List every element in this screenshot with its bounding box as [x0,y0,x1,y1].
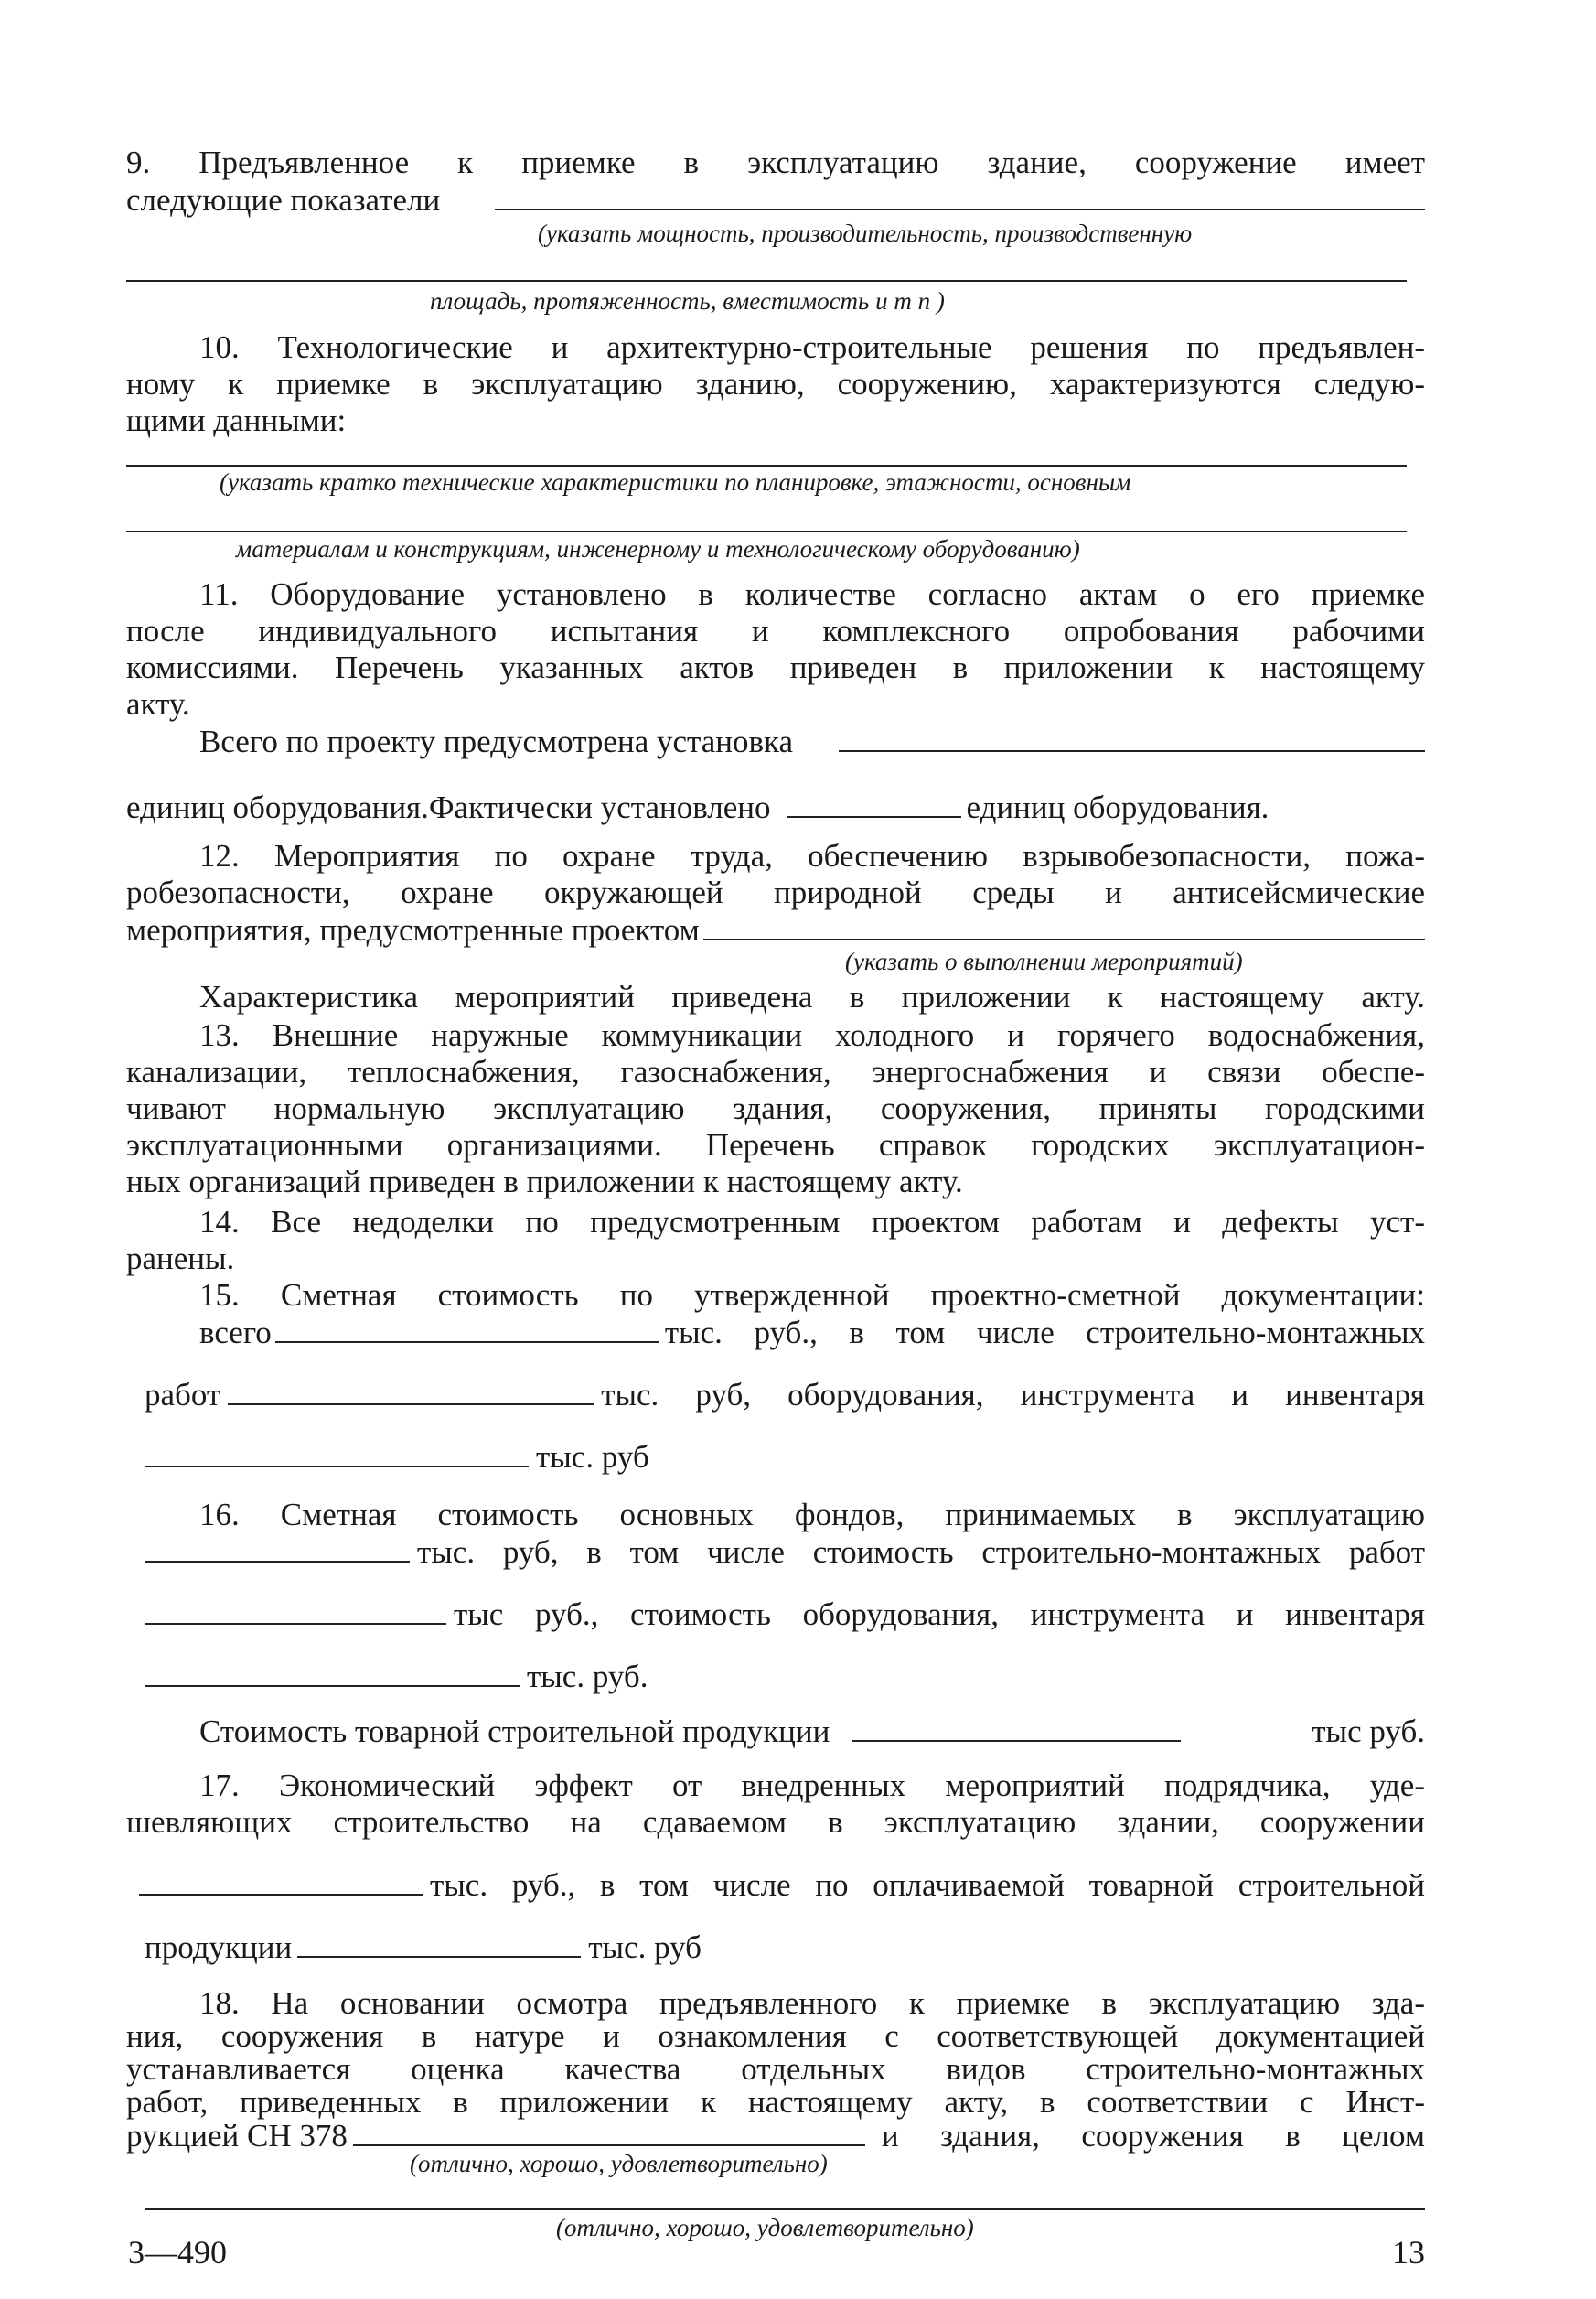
item-10-line-2: ному к приемке в эксплуатацию зданию, сооружению, характеризуются следую- [126,366,1425,402]
item-9-blank[interactable] [495,181,1425,210]
rule-9[interactable] [126,280,1407,282]
item-17-line-3 [139,1866,1425,1904]
item-16-equip-unit: тыс. руб. [527,1659,648,1694]
item-18-line-3: устанавливается оценка качества отдельных видов строительно-монтажных [126,2051,1425,2087]
item-11-line-1: 11. Оборудование установлено в количестве согласно актам о его приемке [199,576,1425,612]
item-11-line-3: комиссиями. Перечень указанных актов приведен в приложении к настоящему [126,650,1425,685]
rule-18[interactable] [145,2208,1425,2210]
item-16-product-blank[interactable] [852,1713,1181,1742]
item-12-blank[interactable] [703,911,1425,940]
item-12-line-1: 12. Мероприятия по охране труда, обеспечению взрывобезопасности, пожа- [199,838,1425,874]
document-code: 3—490 [128,2234,227,2271]
item-11-actual-blank[interactable] [787,789,961,818]
item-18-instruction-label: рукцией СН 378 [126,2118,348,2154]
item-17-line-1: 17. Экономический эффект от внедренных мероприятий подрядчика, уде- [199,1767,1425,1803]
item-15-total-blank[interactable] [275,1314,659,1343]
item-10-line-1: 10. Технологические и архитектурно-строительные решения по предъявлен- [199,329,1425,365]
caption-9b: площадь, протяженность, вместимость и т п ) [430,287,945,315]
item-14-line-1: 14. Все недоделки по предусмотренным проектом работам и дефекты уст- [199,1204,1425,1240]
item-16-line-3 [145,1595,1425,1633]
rule-10b[interactable] [126,531,1407,532]
item-15-equip-blank[interactable] [145,1438,529,1467]
item-15-line-3 [145,1376,1425,1413]
caption-10b: материалам и конструкциям, инженерному и технологическому оборудованию) [236,535,1080,563]
item-15-line-1: 15. Сметная стоимость по утвержденной проектно-сметной документации: [199,1277,1425,1313]
item-10-line-3: щими данными: [126,403,347,438]
item-13-line-1: 13. Внешние наружные коммуникации холодного и горячего водоснабжения, [199,1017,1425,1053]
item-12-label: мероприятия, предусмотренные проектом [126,912,700,948]
item-15-works-label: работ [145,1377,221,1413]
item-17-product-unit: тыс. руб [588,1929,702,1965]
caption-18b: (отлично, хорошо, удовлетворительно) [556,2214,974,2241]
item-14-line-2: ранены. [126,1241,235,1276]
item-17-product-blank[interactable] [297,1928,581,1958]
item-16-line-4 [145,1658,1443,1695]
item-16-works-unit: тыс руб., стоимость оборудования, инструмента и инвентаря [454,1596,1425,1632]
item-11-line-5 [199,723,1425,760]
item-12-line-2: робезопасности, охране окружающей природной среды и антисейсмические [126,875,1425,910]
item-15-line-2 [199,1314,1425,1351]
item-17-total-unit: тыс. руб., в том числе по оплачиваемой товарной строительной [430,1867,1425,1903]
item-15-total-label: всего [199,1315,272,1350]
item-16-works-blank[interactable] [145,1595,446,1625]
item-18-line-4: работ, приведенных в приложении к настоящему акту, в соответствии с Инст- [126,2084,1425,2120]
item-11-total-label: Всего по проекту предусмотрена установка [199,724,794,759]
item-15-equip-unit: тыс. руб [536,1439,649,1475]
item-16-total-blank[interactable] [145,1533,410,1563]
item-15-total-unit: тыс. руб., в том числе строительно-монтажных [664,1315,1425,1350]
item-13-line-5: ных организаций приведен в приложении к настоящему акту. [126,1164,963,1199]
item-18-line-2: ния, сооружения в натуре и ознакомления с соответствующей документацией [126,2018,1425,2054]
item-9-label: следующие показатели [126,182,441,218]
item-9-line-1: 9. Предъявленное к приемке в эксплуатацию здание, сооружение имеет [126,145,1425,180]
item-13-line-2: канализации, теплоснабжения, газоснабжения, энергоснабжения и связи обеспе- [126,1054,1425,1090]
item-16-line-1: 16. Сметная стоимость основных фондов, принимаемых в эксплуатацию [199,1497,1425,1532]
item-12-line-3 [126,911,1425,949]
item-11-line-6 [126,789,1425,826]
item-17-total-blank[interactable] [139,1866,423,1896]
item-13-line-4: эксплуатационными организациями. Перечень справок городских эксплуатацион- [126,1127,1425,1163]
item-16-product-label: Стоимость товарной строительной продукции [199,1714,830,1749]
item-18-line-1: 18. На основании осмотра предъявленного к приемке в эксплуатацию зда- [199,1985,1425,2021]
item-11-line-4: акту. [126,686,190,722]
item-11-actual-unit: единиц оборудования. [966,790,1269,825]
item-11-total-blank[interactable] [839,723,1425,752]
caption-12: (указать о выполнении мероприятий) [845,948,1243,975]
item-15-line-4 [145,1438,1443,1476]
item-16-total-unit: тыс. руб, в том числе стоимость строительно-монтажных работ [417,1534,1425,1570]
item-15-works-unit: тыс. руб, оборудования, инструмента и инвентаря [601,1377,1425,1413]
item-11-actual-label: единиц оборудования.Фактически установлено [126,790,771,825]
caption-9a: (указать мощность, производительность, производственную [538,220,1193,247]
item-9-line-2 [126,181,1425,219]
item-17-line-2: шевляющих строительство на сдаваемом в эксплуатацию здании, сооружении [126,1804,1425,1840]
item-16-line-5 [199,1713,1425,1750]
item-17-product-label: продукции [145,1929,293,1965]
caption-18a: (отлично, хорошо, удовлетворительно) [410,2150,828,2177]
item-16-line-2 [145,1533,1425,1571]
item-16-product-unit: тыс руб. [1312,1714,1425,1749]
item-17-line-4 [145,1928,1443,1966]
item-11-line-2: после индивидуального испытания и комплексного опробования рабочими [126,613,1425,649]
item-18-line-5 [126,2117,1425,2154]
rule-10a[interactable] [126,465,1407,467]
item-15-works-blank[interactable] [228,1376,594,1405]
item-16-equip-blank[interactable] [145,1658,520,1687]
item-18-grade-blank[interactable] [353,2117,865,2146]
item-13-line-3: чивают нормальную эксплуатацию здания, сооружения, приняты городскими [126,1090,1425,1126]
item-18-building-label: и здания, сооружения в целом [881,2118,1425,2154]
item-12-line-4: Характеристика мероприятий приведена в приложении к настоящему акту. [199,979,1425,1015]
page-number: 13 [1392,2234,1425,2271]
caption-10a: (указать кратко технические характеристики по планировке, этажности, основным [220,468,1131,496]
